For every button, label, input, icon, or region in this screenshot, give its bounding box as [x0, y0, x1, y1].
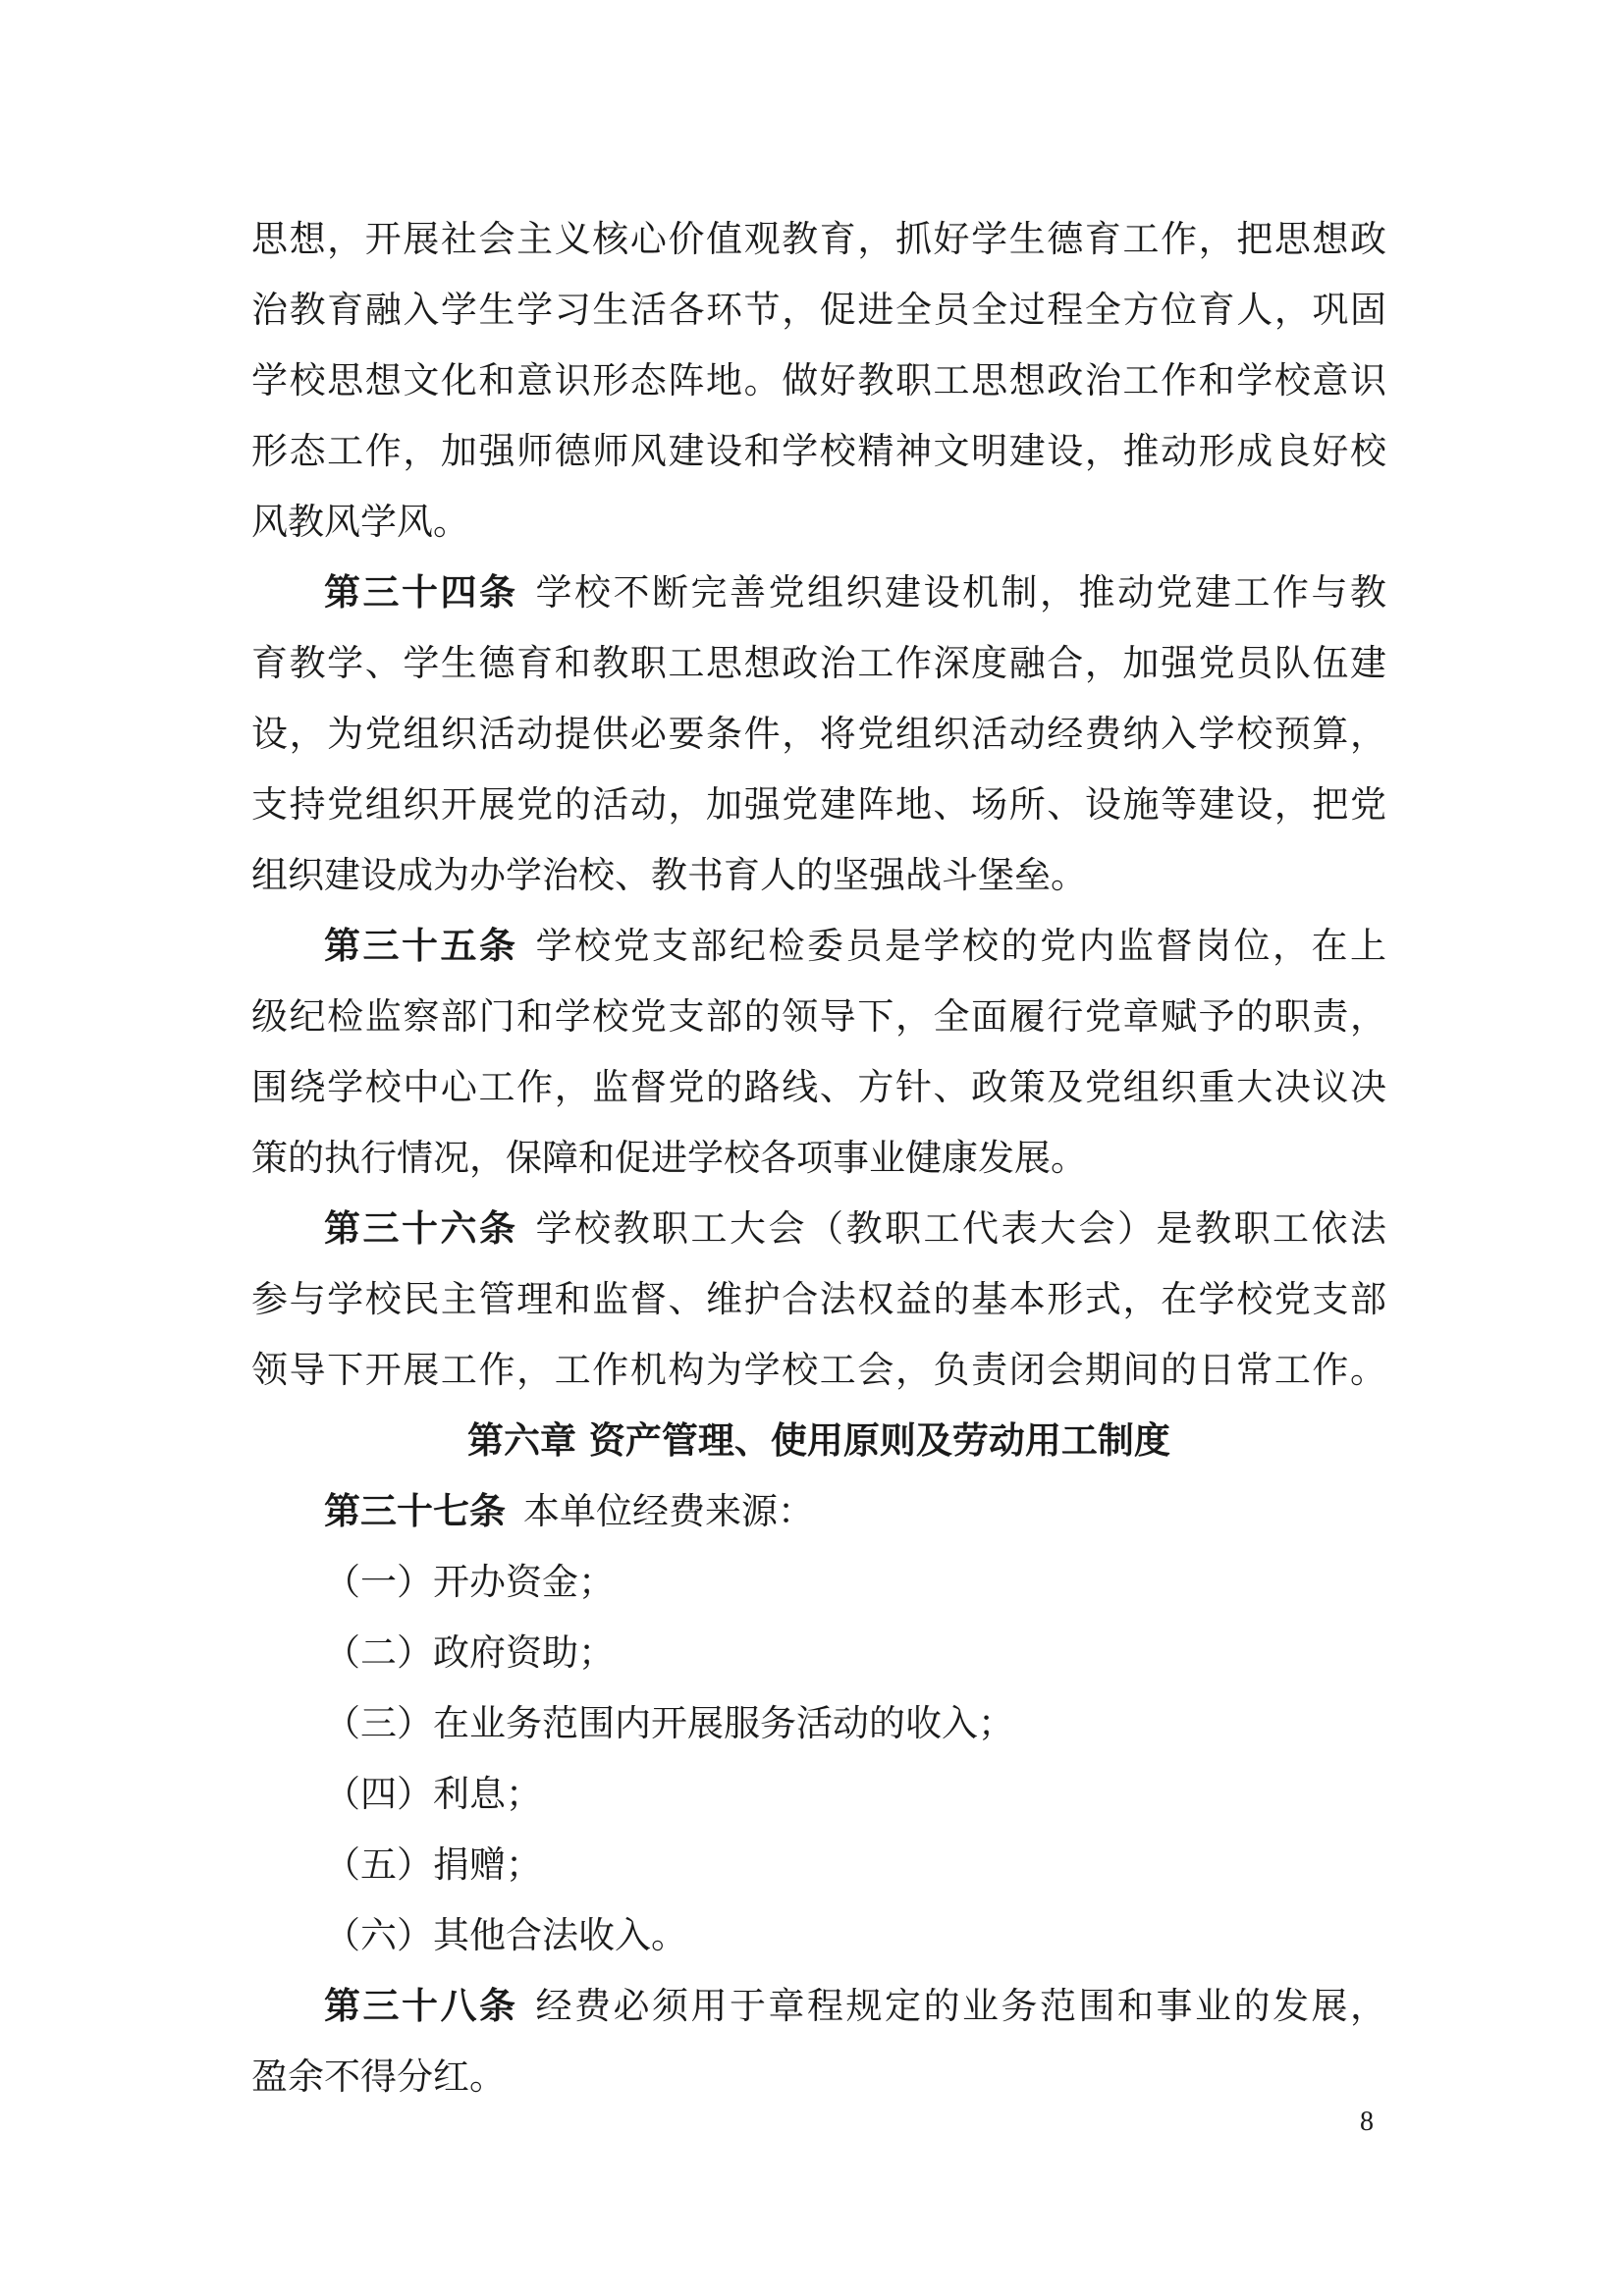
text-line: 治教育融入学生学习生活各环节，促进全员全过程全方位育人，巩固: [251, 289, 1386, 331]
article-label: 第三十四条: [324, 571, 518, 614]
text-line: [251, 558, 1386, 628]
list-item: （五）捐赠；: [324, 1843, 542, 1886]
text-line: 领导下开展工作，工作机构为学校工会，负责闭会期间的日常工作。: [251, 1349, 1386, 1391]
text-line: 学校思想文化和意识形态阵地。做好教职工思想政治工作和学校意识: [251, 359, 1386, 401]
text-line: 形态工作，加强师德师风建设和学校精神文明建设，推动形成良好校: [251, 430, 1386, 472]
article-text: 本单位经费来源：: [523, 1490, 814, 1532]
text-line: 围绕学校中心工作，监督党的路线、方针、政策及党组织重大决议决: [251, 1066, 1386, 1108]
article-36: [251, 1194, 1386, 1406]
text-line: 级纪检监察部门和学校党支部的领导下，全面履行党章赋予的职责，: [251, 995, 1386, 1038]
text-line: 盈余不得分红。: [251, 2056, 506, 2098]
article-label: 第三十六条: [324, 1207, 518, 1250]
article-38: [251, 1971, 1386, 2112]
chapter-heading: 第六章 资产管理、使用原则及劳动用工制度: [467, 1419, 1170, 1462]
text-line: 策的执行情况，保障和促进学校各项事业健康发展。: [251, 1137, 1087, 1179]
article-text: 学校教职工大会（教职工代表大会）是教职工依法: [535, 1207, 1386, 1250]
article-label: 第三十八条: [324, 1985, 518, 2027]
text-line: [251, 1476, 1386, 1547]
text-line: 组织建设成为办学治校、教书育人的坚强战斗堡垒。: [251, 854, 1087, 896]
list-item: （二）政府资助；: [324, 1631, 615, 1674]
paragraph-continued: [251, 204, 1386, 558]
text-line: 设，为党组织活动提供必要条件，将党组织活动经费纳入学校预算，: [251, 713, 1386, 755]
article-text: 学校不断完善党组织建设机制，推动党建工作与教: [535, 571, 1386, 614]
text-line: [251, 911, 1386, 982]
text-line: 支持党组织开展党的活动，加强党建阵地、场所、设施等建设，把党: [251, 783, 1386, 826]
text-line: 参与学校民主管理和监督、维护合法权益的基本形式，在学校党支部: [251, 1278, 1386, 1320]
text-line: 育教学、学生德育和教职工思想政治工作深度融合，加强党员队伍建: [251, 642, 1386, 684]
text-line: [251, 1194, 1386, 1264]
list-item: （六）其他合法收入。: [324, 1914, 687, 1956]
article-text: 学校党支部纪检委员是学校的党内监督岗位，在上: [535, 925, 1386, 967]
list-item: （三）在业务范围内开展服务活动的收入；: [324, 1702, 1014, 1744]
text-line: [251, 1971, 1386, 2042]
list-item: （一）开办资金；: [324, 1561, 615, 1603]
article-35: [251, 911, 1386, 1194]
document-body: [251, 204, 1386, 2112]
article-text: 经费必须用于章程规定的业务范围和事业的发展，: [535, 1985, 1386, 2027]
article-label: 第三十五条: [324, 925, 518, 967]
article-37: [251, 1476, 1386, 1971]
list-item: （四）利息；: [324, 1773, 542, 1815]
article-34: [251, 558, 1386, 911]
article-label: 第三十七条: [324, 1490, 506, 1532]
text-line: 风教风学风。: [251, 501, 469, 543]
text-line: 思想，开展社会主义核心价值观教育，抓好学生德育工作，把思想政: [251, 218, 1386, 260]
page-number: 8: [1360, 2107, 1374, 2137]
